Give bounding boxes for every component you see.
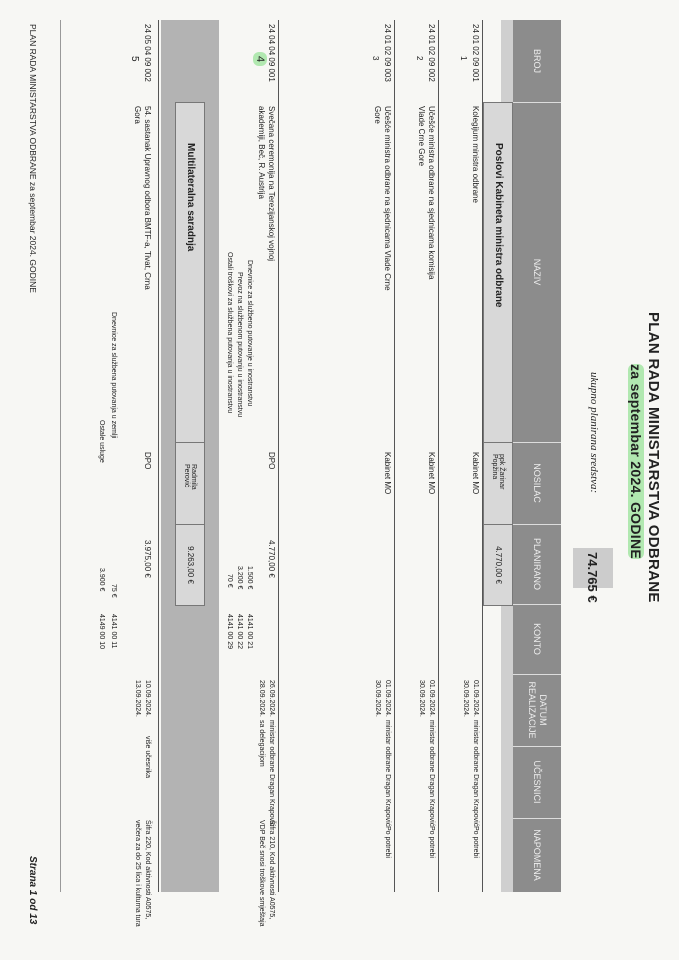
row-naziv: Učešće ministra odbrane na sjednicama Vlade Crne (383, 106, 392, 291)
row-naziv: Svečana ceremonija na Terezijanskoj vojnoj (267, 106, 276, 262)
month-highlight: za septembar 2024. GODINE (628, 364, 644, 560)
expense-label: Prevoz na službenom putovanju u inostranstvu (236, 272, 243, 418)
row-divider (438, 20, 439, 892)
section-amount: 4.770,00 € (494, 546, 503, 584)
row-ucesnici: ministar odbrane Dragan Krapović (268, 720, 275, 827)
row-napomena: Šifra 210, Kod aktivnosti A0575, (268, 820, 275, 920)
row-date-from: 26.09.2024. (268, 680, 275, 717)
row-nosilac: Kabinet MO (383, 452, 392, 495)
row-nosilac: Kabinet MO (471, 452, 480, 495)
row-napomena: Po potrebi (384, 826, 391, 858)
row-napomena-cont: VDP Beč snosi troškove smještaja (258, 820, 265, 927)
expense-konto: 4141 00 22 (236, 614, 243, 650)
row-number (254, 52, 265, 66)
section-title: Poslovi Kabineta ministra odbrane (493, 143, 504, 308)
table-bottom-rule (60, 20, 61, 892)
row-code: 24 01 02 09 002 (427, 24, 436, 82)
expense-amount: 3.200 € (236, 566, 243, 590)
row-number: 3 (371, 56, 380, 61)
expense-konto: 4141 00 29 (226, 614, 233, 650)
col-planirano: PLANIRANO (532, 537, 542, 590)
row-planirano: 3.975,00 € (143, 540, 152, 578)
row-number-highlight: 4 (253, 52, 267, 66)
row-code: 24 01 02 09 003 (383, 24, 392, 82)
col-konto: KONTO (532, 623, 542, 655)
row-planirano: 4.770,00 € (267, 540, 276, 578)
row-code: 24 05 04 09 002 (143, 24, 152, 82)
row-date-to: 30.09.2024. (462, 680, 469, 717)
expense-konto: 4141 00 11 (110, 614, 117, 649)
section-title: Multilateralna saradnja (185, 143, 196, 252)
row-ucesnici: više učesnika (144, 736, 151, 779)
row-divider (158, 20, 159, 892)
row-date-to: 30.09.2024. (418, 680, 425, 717)
total-label: ukupno planirana sredstva: (588, 372, 600, 494)
row-number: 5 (129, 56, 140, 62)
row-number: 1 (459, 56, 468, 61)
total-value: 74.765 € (585, 552, 600, 603)
row-naziv-cont: Gora (133, 106, 142, 124)
section-owner: ppk Žarinar Popžina (491, 454, 505, 490)
row-naziv-cont: akademiji, Beč, R. Austrija (257, 106, 266, 199)
doc-title: PLAN RADA MINISTARSTVA ODBRANE (645, 312, 662, 603)
row-date-from: 01.09.2024. (384, 680, 391, 717)
row-date-to: 13.09.2024. (134, 680, 141, 717)
expense-amount: 70 € (226, 574, 233, 588)
col-napomena: NAPOMENA (532, 829, 542, 881)
col-nosilac: NOSILAC (532, 463, 542, 503)
row-date-to: 30.09.2024. (374, 680, 381, 717)
section-amount-box (483, 524, 513, 606)
row-napomena: Šifra 220, Kod aktivnosti A0575, (144, 820, 151, 920)
row-number: 2 (415, 56, 424, 61)
row-date-from: 01.09.2024. (428, 680, 435, 717)
row-naziv: 54. sastanak Upravnog odbora BMTF-a, Tivat, Crna (143, 106, 152, 290)
col-ucesnici: UČESNICI (532, 760, 542, 804)
section-title-box (175, 102, 205, 444)
expense-amount: 1.500 € (246, 566, 253, 590)
doc-subtitle (629, 364, 643, 559)
section-amount: 9.263,00 € (186, 546, 195, 584)
row-naziv-cont: Vlade Crne Gore (417, 106, 426, 167)
expense-amount: 3.900 € (98, 568, 105, 592)
row-divider (394, 20, 395, 892)
row-napomena-cont: večera za do 25 lica i kulturna tura (134, 820, 141, 927)
row-ucesnici-cont: sa delegacijom (258, 720, 265, 767)
page-number: Strana 1 od 13 (27, 856, 38, 925)
row-divider (278, 20, 279, 892)
row-nosilac: Kabinet MO (427, 452, 436, 495)
expense-label: Ostale usluge (98, 420, 105, 463)
row-ucesnici: ministar odbrane Dragan Krapović (472, 720, 479, 827)
row-date-from: 10.09.2024. (144, 680, 151, 717)
row-naziv: Kolegijum ministra odbrane (471, 106, 480, 203)
col-naziv: NAZIV (532, 258, 542, 286)
row-napomena: Po potrebi (428, 826, 435, 858)
row-nosilac: DPO (267, 452, 276, 470)
row-napomena: Po potrebi (472, 826, 479, 858)
expense-label: Dnevnice za službena putovanja u zemlji (110, 312, 117, 439)
row-nosilac: DPO (143, 452, 152, 470)
col-broj: BROJ (532, 48, 542, 73)
row-naziv-cont: Gore (373, 106, 382, 124)
page-footer: PLAN RADA MINISTARSTVA ODBRANE za septembar 2024. GODINE (28, 24, 38, 293)
row-divider (482, 20, 483, 892)
section-owner-box (175, 442, 205, 526)
expense-label: Dnevnice za službeno putovanje u inostranstvu (246, 260, 253, 407)
row-date-from: 01.09.2024. (472, 680, 479, 717)
section-owner-box (483, 442, 513, 526)
expense-amount: 75 € (110, 584, 117, 598)
row-ucesnici: ministar odbrane Dragan Krapović (428, 720, 435, 827)
expense-konto: 4141 00 21 (246, 614, 253, 650)
section-owner: Radmila Perović (183, 464, 197, 490)
col-datum: DATUM REALIZACIJE (527, 681, 548, 739)
section-amount-box (175, 524, 205, 606)
row-ucesnici: ministar odbrane Dragan Krapović (384, 720, 391, 827)
expense-konto: 4149 00 10 (98, 614, 105, 650)
row-naziv: Učešće ministra odbrane na sjednicama komisija (427, 106, 436, 280)
row-code: 24 04 04 09 001 (267, 24, 276, 82)
row-code: 24 01 02 09 001 (471, 24, 480, 82)
expense-label: Ostali troškovi za službena putovanja u inostranstvu (226, 252, 233, 414)
section-title-box (483, 102, 513, 444)
row-date-to: 28.09.2024. (258, 680, 265, 717)
